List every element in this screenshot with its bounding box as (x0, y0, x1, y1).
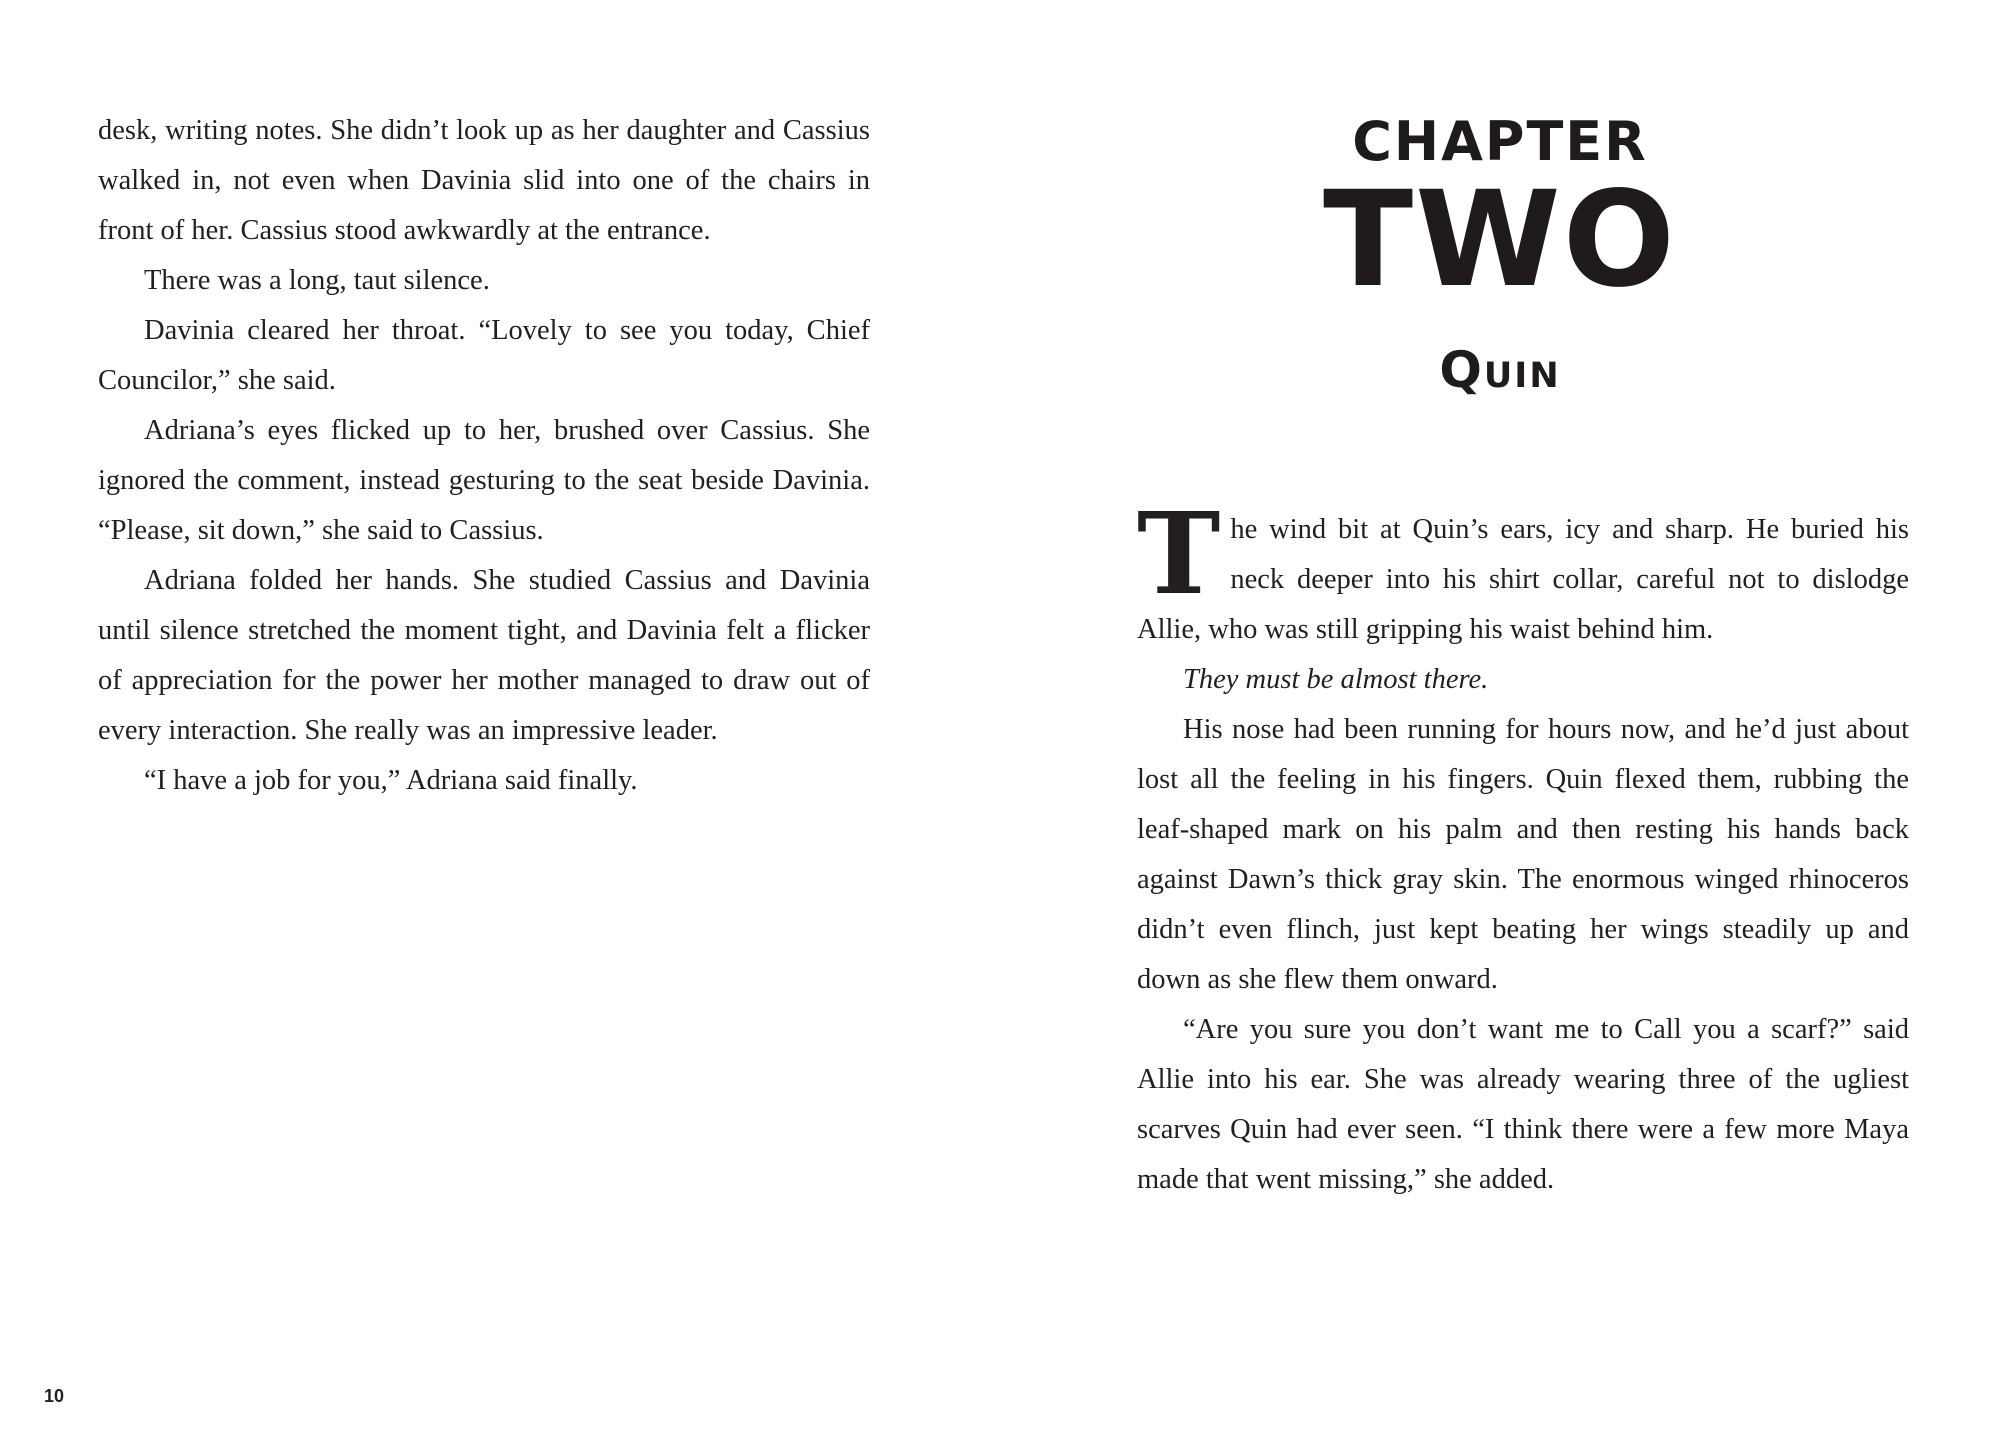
right-page-text (1137, 489, 1909, 1205)
left-page-text (98, 106, 870, 806)
paragraph: Davinia cleared her throat. “Lovely to see you today, Chief Councilor,” she said. (98, 315, 870, 396)
paragraph: Adriana’s eyes flicked up to her, brushed over Cassius. She ignored the comment, instead gesturing to the seat beside Davinia. “Please, sit down,” she said to Cassius. (98, 415, 870, 546)
paragraph: There was a long, taut silence. (144, 265, 490, 296)
italic-thought: They must be almost there. (1183, 664, 1489, 695)
chapter-label: CHAPTER (1352, 110, 1648, 173)
paragraph: “Are you sure you don’t want me to Call you a scarf?” said Allie into his ear. She was already wearing three of the ugliest scarves Quin had ever seen. “I think there were a few more Maya made that went missing,” she added. (1137, 1014, 1909, 1195)
chapter-number: TWO (1323, 163, 1677, 317)
drop-cap: T (1137, 489, 1221, 620)
paragraph: Adriana folded her hands. She studied Cassius and Davinia until silence stretched the moment tight, and Davinia felt a flicker of appreciation for the power her mother managed to draw out of every interaction. She really was an impressive leader. (98, 565, 870, 746)
opening-paragraph (1137, 489, 1909, 655)
paragraph: “I have a job for you,” Adriana said finally. (144, 765, 638, 796)
opening-paragraph-text: he wind bit at Quin’s ears, icy and sharp. He buried his neck deeper into his shirt collar, careful not to dislodge Allie, who was still gripping his waist behind him. (1137, 514, 1909, 645)
right-page (1000, 0, 2000, 1444)
chapter-pov-title: Quin (1439, 341, 1561, 399)
paragraph: desk, writing notes. She didn’t look up as her daughter and Cassius walked in, not even when Davinia slid into one of the chairs in front of her. Cassius stood awkwardly at the entrance. (98, 115, 870, 246)
page-number: 10 (44, 1386, 65, 1406)
paragraph: His nose had been running for hours now, and he’d just about lost all the feeling in his fingers. Quin flexed them, rubbing the leaf-shaped mark on his palm and then resting his hands back against Dawn’s thick gray skin. The enormous winged rhinoceros didn’t even flinch, just kept beating her wings steadily up and down as she flew them onward. (1137, 714, 1909, 995)
